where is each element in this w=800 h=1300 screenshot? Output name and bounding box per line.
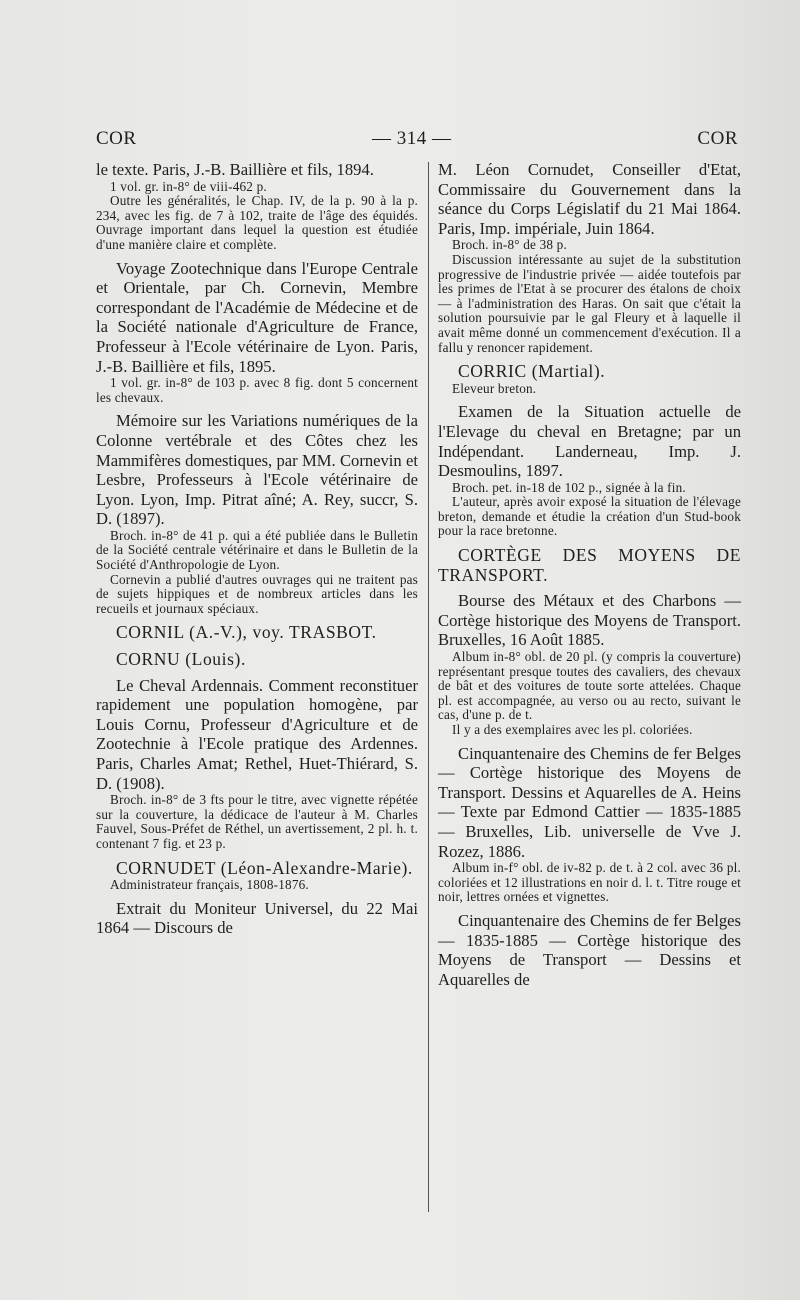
entry-text: M. Léon Cornudet, Conseiller d'Etat, Commissaire du Gouvernement dans la séance du Corps Législatif du 21 Mai 1864. Paris, Imp. impériale, Juin 1864. xyxy=(438,160,741,238)
page-number: — 314 — xyxy=(372,128,452,149)
right-column xyxy=(438,160,741,989)
running-head-left: COR xyxy=(96,128,137,149)
entry-text: le texte. Paris, J.-B. Baillière et fils, 1894. xyxy=(96,160,374,179)
entry-note: Broch. in-8° de 41 p. qui a été publiée dans le Bulletin de la Société centrale vétérinaire et dans le Bulletin de la Société d'Anthropologie de Lyon. xyxy=(96,527,418,573)
author-note: Administrateur français, 1808-1876. xyxy=(110,877,309,893)
author-note: Eleveur breton. xyxy=(452,380,537,396)
entry-note: Broch. pet. in-18 de 102 p., signée à la fin. xyxy=(452,479,686,495)
entry-note: Album in-f° obl. de iv-82 p. de t. à 2 col. avec 36 pl. coloriées et 12 illustrations en noir d. l. t. Titre rouge et noir, lettres ornées et vignettes. xyxy=(438,860,742,905)
entry-note: 1 vol. gr. in-8° de viii-462 p. xyxy=(110,178,267,194)
entry-text: Examen de la Situation actuelle de l'Elevage du cheval en Bretagne; par un Indépendant. Landerneau, Imp. J. Desmoulins, 1897. xyxy=(438,402,741,481)
author-heading: CORNUDET (Léon-Alexandre-Marie). xyxy=(116,857,413,878)
entry-note: Broch. in-8° de 38 p. xyxy=(452,237,567,253)
entry-text: Voyage Zootechnique dans l'Europe Centrale et Orientale, par Ch. Cornevin, Membre correspondant de l'Académie de Médecine et de la Société nationale d'Agriculture de France, Professeur à l'Ecole vétérinaire de Lyon. Paris, J.-B. Baillière et fils, 1895. xyxy=(96,258,418,376)
entry-note: Cornevin a publié d'autres ouvrages qui ne traitent pas de sujets hippiques et de nombreux articles dans les recueils et journaux spéciaux. xyxy=(96,571,418,616)
entry-note: Outre les généralités, le Chap. IV, de la p. 90 à la p. 234, avec les fig. de 7 à 102, traite de l'âge des équidés. Ouvrage important dans lequel la question est étudiée d'une manière claire et complète. xyxy=(96,193,418,252)
entry-note: 1 vol. gr. in-8° de 103 p. avec 8 fig. dont 5 concernent les chevaux. xyxy=(96,375,418,405)
entry-text: Cinquantenaire des Chemins de fer Belges — 1835-1885 — Cortège historique des Moyens de Transport — Dessins et Aquarelles de xyxy=(438,910,741,989)
subject-heading: CORTÈGE DES MOYENS DE TRANSPORT. xyxy=(438,545,741,585)
entry-text: Mémoire sur les Variations numériques de la Colonne vertébrale et des Côtes chez les Mammifères domestiques, par MM. Cornevin et Lesbre, Professeurs à l'Ecole vétérinaire de Lyon. Lyon, Imp. Pitrat aîné; A. Rey, succr, S. D. (1897). xyxy=(96,411,418,529)
entry-text: Cinquantenaire des Chemins de fer Belges — Cortège historique des Moyens de Transport. Dessins et Aquarelles de A. Heins — Texte par Edmond Cattier — 1835-1885 — Bruxelles, Lib. universelle de Vve J. Rozez, 1886. xyxy=(438,743,741,861)
entry-note: Album in-8° obl. de 20 pl. (y compris la couverture) représentant presque toutes des cavaliers, des chevaux de bât et des voitures de toute sorte attelées. Chaque pl. est accompagnée, au verso ou au recto, suivant le cas, d'une p. de t. xyxy=(438,649,741,723)
author-heading: CORNIL (A.-V.), voy. TRASBOT. xyxy=(116,622,377,643)
entry-note: Discussion intéressante au sujet de la substitution progressive de l'industrie privée — aidée toutefois par les primes de l'Etat à se procurer des étalons de choix — à l'administration des Haras. On sait que c'était la solution poursuivie par le gal Fleury et à laquelle il avait même donné un commencement d'exécution. Il a fallu y renoncer rapidement. xyxy=(438,251,741,355)
column-divider xyxy=(428,162,429,1212)
running-head-right: COR xyxy=(697,128,738,149)
author-heading: CORNU (Louis). xyxy=(116,649,246,670)
entry-note: Broch. in-8° de 3 fts pour le titre, avec vignette répétée sur la couverture, la dédicace de l'auteur à M. Charles Fauvel, Sous-Préfet de Réthel, un avertissement, 2 pl. h. t. contenant 7 fig. et 23 p. xyxy=(96,792,418,851)
entry-text: Le Cheval Ardennais. Comment reconstituer rapidement une population homogène, par Louis Cornu, Professeur d'Agriculture et de Zootechnie à l'Ecole pratique des Ardennes. Paris, Charles Amat; Rethel, Huet-Thiérard, S. D. (1908). xyxy=(96,675,418,793)
entry-note: L'auteur, après avoir exposé la situation de l'élevage breton, demande et étudie la création d'un Stud-book pour la race bretonne. xyxy=(438,494,741,539)
entry-text: Bourse des Métaux et des Charbons — Cortège historique des Moyens de Transport. Bruxelles, 16 Août 1885. xyxy=(438,591,741,650)
entry-note: Il y a des exemplaires avec les pl. coloriées. xyxy=(452,722,693,737)
author-heading: CORRIC (Martial). xyxy=(458,361,606,382)
page-header xyxy=(96,128,738,156)
left-column xyxy=(96,160,418,938)
entry-text: Extrait du Moniteur Universel, du 22 Mai 1864 — Discours de xyxy=(96,898,418,938)
